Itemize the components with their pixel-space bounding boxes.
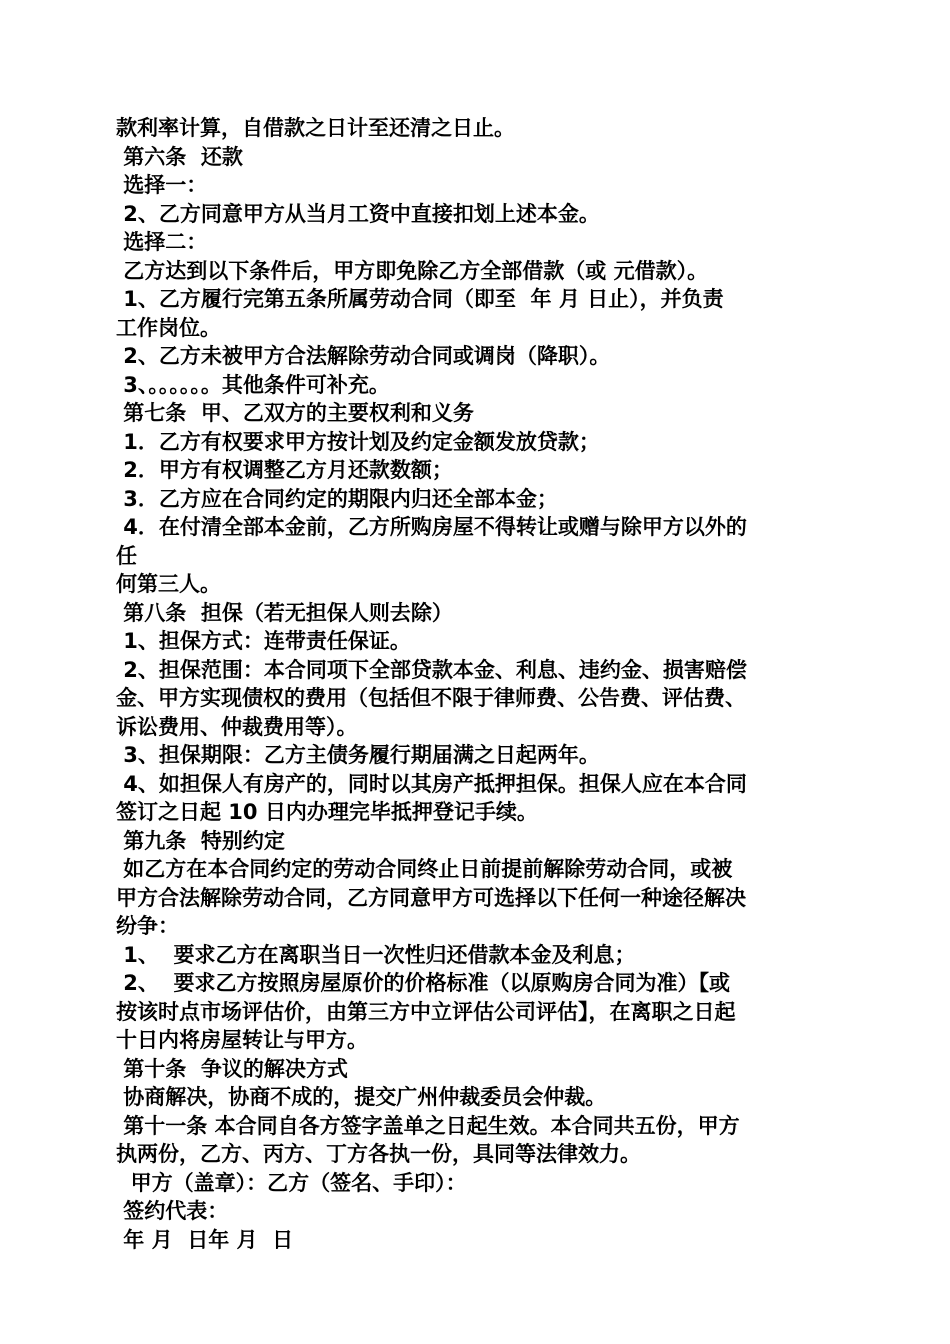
text-line: 任 [116, 543, 137, 568]
text-line: 第九条 特别约定 [116, 828, 285, 853]
text-line: 第十条 争议的解决方式 [116, 1056, 348, 1081]
text-line: 1、乙方履行完第五条所属劳动合同（即至 年 月 日止），并负责 [116, 287, 724, 311]
text-line: 第六条 还款 [116, 144, 243, 169]
text-line: 4、如担保人有房产的，同时以其房产抵押担保。担保人应在本合同 [116, 771, 747, 796]
text-line: 选择二： [116, 230, 208, 254]
text-line: 甲方（盖章）：乙方（签名、手印）： [116, 1170, 467, 1195]
text-line: 选择一： [116, 173, 208, 197]
text-line: 诉讼费用、仲裁费用等）。 [116, 714, 358, 739]
text-line: 2、担保范围：本合同项下全部贷款本金、利息、违约金、损害赔偿 [116, 657, 747, 682]
text-line: 协商解决，协商不成的，提交广州仲裁委员会仲裁。 [116, 1085, 607, 1109]
text-line: 4．在付清全部本金前，乙方所购房屋不得转让或赠与除甲方以外的 [116, 515, 747, 539]
text-line: 乙方达到以下条件后，甲方即免除乙方全部借款（或 元借款）。 [116, 258, 709, 283]
text-line: 1．乙方有权要求甲方按计划及约定金额发放贷款； [116, 429, 600, 454]
text-line: 签订之日起 10 日内办理完毕抵押登记手续。 [116, 800, 538, 824]
text-line: 年 月 日年 月 日 [116, 1227, 294, 1252]
text-line: 甲方合法解除劳动合同，乙方同意甲方可选择以下任何一种途径解决 [116, 885, 746, 910]
text-line: 1、担保方式：连带责任保证。 [116, 629, 411, 653]
text-line: 金、甲方实现债权的费用（包括但不限于律师费、公告费、评估费、 [116, 686, 746, 710]
text-line: 2、乙方未被甲方合法解除劳动合同或调岗（降职）。 [116, 344, 611, 368]
text-line: 第七条 甲、乙双方的主要权利和义务 [116, 401, 474, 425]
text-line: 纷争： [116, 914, 179, 938]
text-line: 2、 要求乙方按照房屋原价的价格标准（以原购房合同为准）【或 [116, 971, 731, 995]
text-line: 3．乙方应在合同约定的期限内归还全部本金； [116, 486, 558, 511]
text-line: 2．甲方有权调整乙方月还款数额； [116, 458, 453, 482]
text-line: 按该时点市场评估价，由第三方中立评估公司评估】，在离职之日起 [116, 999, 736, 1024]
text-line: 执两份，乙方、丙方、丁方各执一份，具同等法律效力。 [116, 1142, 641, 1166]
text-line: 2、乙方同意甲方从当月工资中直接扣划上述本金。 [116, 201, 600, 226]
document-page [116, 114, 836, 1254]
text-line: 第八条 担保（若无担保人则去除） [116, 600, 453, 625]
text-line: 1、 要求乙方在离职当日一次性归还借款本金及利息； [116, 942, 636, 967]
text-line: 何第三人。 [116, 572, 221, 596]
text-line: 款利率计算，自借款之日计至还清之日止。 [116, 116, 515, 140]
text-line: 签约代表： [116, 1199, 229, 1223]
text-line: 工作岗位。 [116, 315, 221, 340]
text-line: 十日内将房屋转让与甲方。 [116, 1028, 368, 1052]
text-line: 3、。。。。。。其他条件可补充。 [116, 372, 390, 397]
text-line: 第十一条 本合同自各方签字盖单之日起生效。本合同共五份，甲方 [116, 1113, 740, 1138]
text-line: 如乙方在本合同约定的劳动合同终止日前提前解除劳动合同，或被 [116, 857, 733, 881]
text-line: 3、担保期限：乙方主债务履行期届满之日起两年。 [116, 743, 600, 767]
